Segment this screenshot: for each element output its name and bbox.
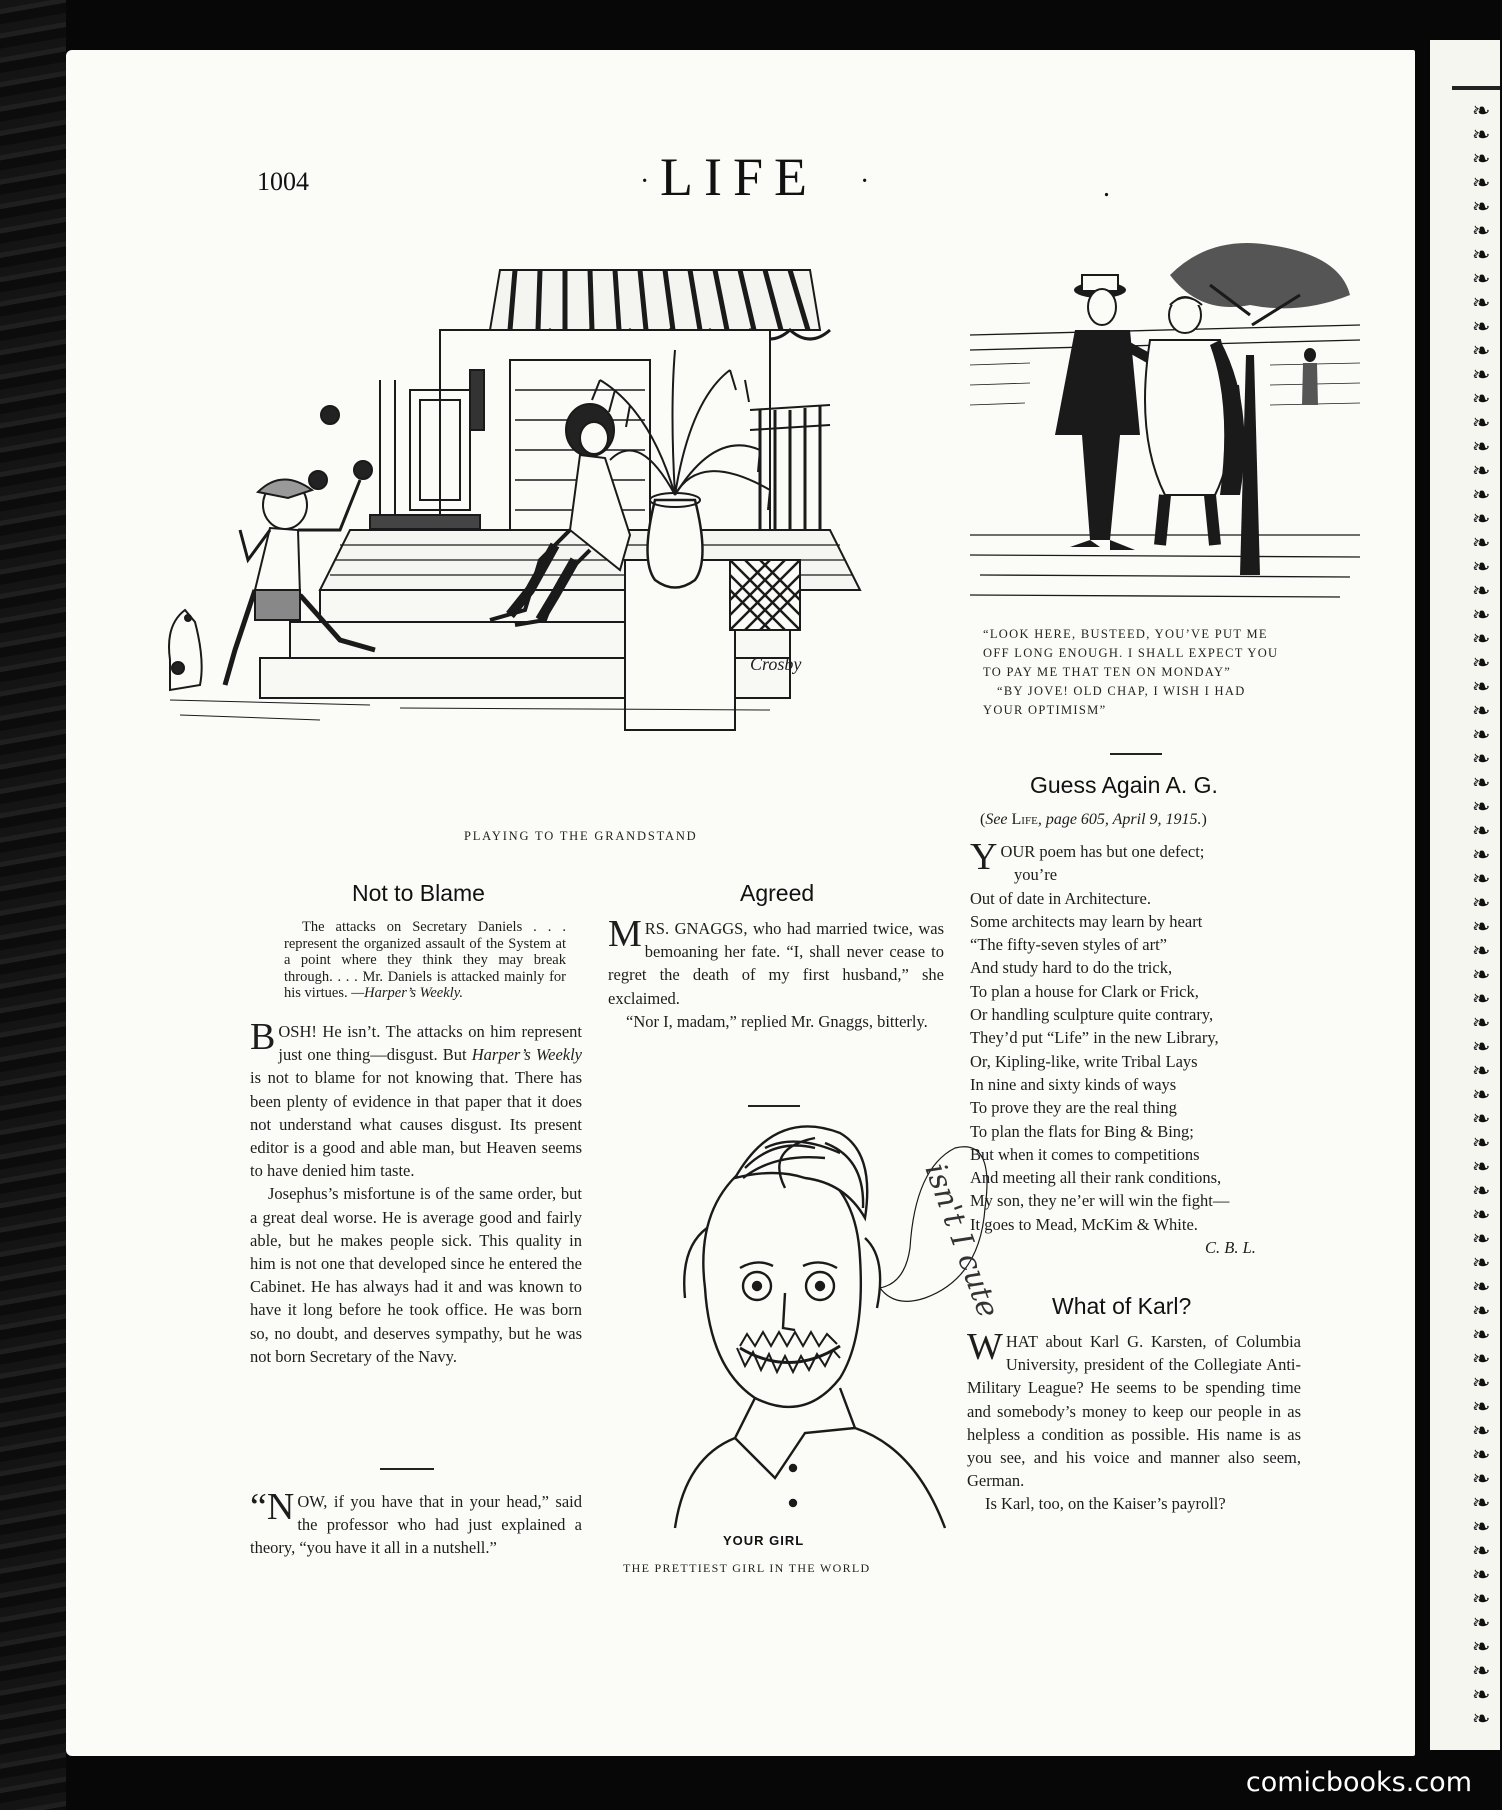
poem-line-12: To prove they are the real thing xyxy=(970,1098,1177,1118)
header-dot: . xyxy=(1103,172,1110,203)
dropcap-w: W xyxy=(967,1326,1003,1368)
busteed-caption xyxy=(983,625,1278,720)
busteed-illustration xyxy=(970,235,1360,605)
dropcap-b: B xyxy=(250,1016,276,1058)
guess-again-reference: (See Life, page 605, April 9, 1915.) xyxy=(980,811,1207,828)
agreed-p1: RS. GNAGGS, who had married twice, was bemoaning her fate. “I, shall never cease to regret the death of my first husband,” she exclaimed. xyxy=(608,919,944,1008)
book-binding-edge xyxy=(0,0,66,1810)
not-to-blame-heading: Not to Blame xyxy=(352,880,485,906)
not-to-blame-p2: Josephus’s misfortune is of the same order, but a great deal worse. He is average good and fairly able, but he makes people sick. This quality in him is not one that developed since he entered the Cabinet. He has always had it and was known to have it long before he took office. He was born so, no doubt, and deserves sympathy, but he was not born Secretary of the Navy. xyxy=(250,1184,582,1366)
poem-line-11: In nine and sixty kinds of ways xyxy=(970,1074,1177,1094)
grandstand-illustration xyxy=(170,230,950,830)
epigraph-text: The attacks on Secretary Daniels . . . represent the organized assault of the System at a point where they think they may break through. . . . Mr. Daniels is attacked mainly for his virtues. xyxy=(284,919,566,1001)
poem-line-10: Or, Kipling-like, write Tribal Lays xyxy=(970,1051,1198,1071)
karl-p2: Is Karl, too, on the Kaiser’s payroll? xyxy=(985,1494,1226,1514)
nutshell-text: OW, if you have that in your head,” said the professor who had just explained a theory, “you have it all in a nutshell.” xyxy=(250,1492,582,1558)
section-rule xyxy=(1110,753,1162,755)
poem-line-3: Out of date in Architecture. xyxy=(970,888,1151,908)
busteed-quote-line-3: TO PAY ME THAT TEN ON MONDAY” xyxy=(983,665,1232,679)
not-to-blame-body xyxy=(250,1016,583,1368)
agreed-body xyxy=(608,913,944,1033)
karl-heading: What of Karl? xyxy=(1052,1293,1192,1319)
poem-line-16: My son, they ne’er will win the fight— xyxy=(970,1191,1230,1211)
not-to-blame-p1-rest: is not to blame for not knowing that. There has been plenty of evidence in that paper that it does not understand what causes disgust. Its present editor is a good and able man, but Heaven seems to have denied him taste. xyxy=(250,1068,582,1181)
site-watermark: comicbooks.com xyxy=(1245,1767,1472,1798)
busteed-reply-line-1: “BY JOVE! OLD CHAP, I WISH I HAD xyxy=(997,684,1246,698)
guess-again-heading: Guess Again A. G. xyxy=(1030,772,1218,798)
nutshell-paragraph xyxy=(250,1486,582,1560)
poem-line-13: To plan the flats for Bing & Bing; xyxy=(970,1121,1194,1141)
poem-signature: C. B. L. xyxy=(1205,1238,1256,1258)
not-to-blame-p1-lead: OSH! He isn’t. The attacks on him represent just one thing—disgust. But xyxy=(278,1022,582,1065)
dropcap-n: “N xyxy=(250,1486,295,1528)
poem-line-8: Or handling sculpture quite contrary, xyxy=(970,1005,1214,1025)
poem-line-9: They’d put “Life” in the new Library, xyxy=(970,1028,1219,1048)
guess-again-poem xyxy=(970,836,1305,1259)
masthead-ornament-right: · xyxy=(860,166,870,197)
grandstand-caption: PLAYING TO THE GRANDSTAND xyxy=(464,829,698,843)
masthead-ornament-left: · xyxy=(640,166,650,197)
epigraph-source: —Harper’s Weekly. xyxy=(351,985,463,1001)
your-girl-caption: YOUR GIRL xyxy=(723,1533,805,1548)
column-rule xyxy=(380,1468,434,1470)
agreed-p2: “Nor I, madam,” replied Mr. Gnaggs, bitterly. xyxy=(626,1011,928,1031)
ref-see: See xyxy=(985,811,1008,828)
poem-line-4: Some architects may learn by heart xyxy=(970,911,1203,931)
busteed-reply-line-2: YOUR OPTIMISM” xyxy=(983,703,1107,717)
artist-signature-crosby: Crosby xyxy=(750,654,802,674)
poem-line-6: And study hard to do the trick, xyxy=(970,958,1173,978)
dropcap-m: M xyxy=(608,913,642,955)
not-to-blame-epigraph xyxy=(284,919,566,1002)
ornament-border: ❧ ❧ ❧ ❧ ❧ ❧ ❧ ❧ ❧ ❧ ❧ ❧ ❧ ❧ ❧ ❧ ❧ ❧ ❧ ❧ ❧ ❧ ❧ ❧ ❧ ❧ ❧ ❧ ❧ ❧ ❧ ❧ ❧ ❧ ❧ ❧ ❧ ❧ ❧ ❧ ❧ ❧ ❧ ❧ ❧ ❧ ❧ ❧ ❧ ❧ ❧ ❧ ❧ ❧ ❧ ❧ ❧ ❧ ❧ ❧ ❧ ❧ ❧ ❧ ❧ ❧ ❧ ❧ xyxy=(1472,99,1489,1732)
karl-p1: HAT about Karl G. Karsten, of Columbia University, president of the Collegiate Anti-Military League? He seems to be spending time and somebody’s money to keep our people in as helpless a condition as possible. His name is as you see, and his voice and manner also seem, German. xyxy=(967,1332,1301,1491)
agreed-heading: Agreed xyxy=(740,880,815,906)
ref-life: Life xyxy=(1011,811,1038,828)
page-number: 1004 xyxy=(257,167,309,196)
handwritten-note: isn't I cute xyxy=(917,1158,1006,1323)
poem-line-15: And meeting all their rank conditions, xyxy=(970,1168,1222,1188)
karl-body xyxy=(967,1326,1301,1516)
not-to-blame-p1-italic: Harper’s Weekly xyxy=(471,1045,583,1065)
your-girl-subcaption: THE PRETTIEST GIRL IN THE WORLD xyxy=(623,1561,871,1575)
ornament-rule xyxy=(1452,86,1500,90)
masthead: LIFE xyxy=(660,147,818,207)
poem-line-2: you’re xyxy=(1014,865,1058,885)
poem-line-14: But when it comes to competitions xyxy=(970,1144,1200,1164)
poem-line-7: To plan a house for Clark or Frick, xyxy=(970,981,1199,1001)
facing-page-edge xyxy=(1430,40,1500,1750)
your-girl-sketch xyxy=(625,1108,1006,1528)
busteed-quote-line-2: OFF LONG ENOUGH. I SHALL EXPECT YOU xyxy=(983,646,1279,660)
poem-line-5: “The fifty-seven styles of art” xyxy=(970,935,1168,955)
busteed-quote-line-1: “LOOK HERE, BUSTEED, YOU’VE PUT ME xyxy=(983,627,1268,641)
poem-line-17: It goes to Mead, McKim & White. xyxy=(970,1214,1198,1234)
ref-rest: , page 605, April 9, 1915. xyxy=(1037,811,1202,828)
poem-line-1: OUR poem has but one defect; xyxy=(1000,842,1205,861)
dropcap-y: Y xyxy=(970,836,998,878)
agreed-rule xyxy=(748,1105,800,1107)
